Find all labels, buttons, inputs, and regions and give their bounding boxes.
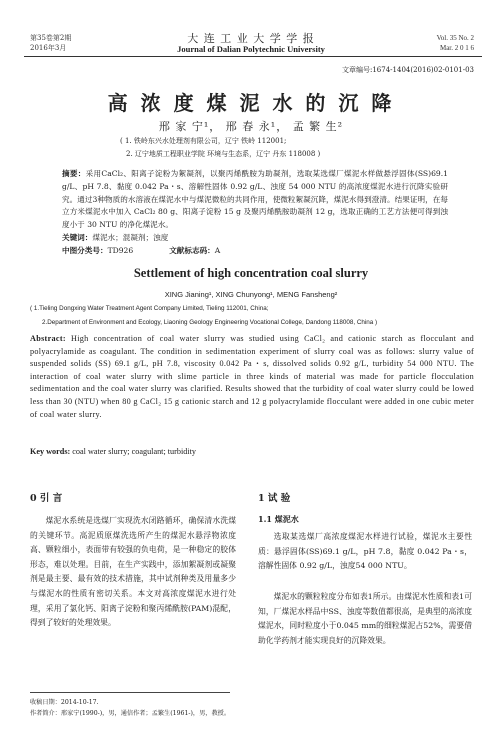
abstract-cn bbox=[62, 168, 448, 232]
title-cn: 高 浓 度 煤 泥 水 的 沉 降 bbox=[107, 91, 395, 115]
section-0-heading: 0 引 言 bbox=[30, 493, 63, 504]
authors-en: XING Jianing¹, XING Chunyong¹, MENG Fansheng² bbox=[164, 290, 338, 299]
abstract-cn-text: 采用CaCl₂、阳离子淀粉为絮凝剂，以聚丙烯酰胺为助凝剂，选取某选煤厂煤泥水样做悬浮固体(SS)69.1 g/L、pH 7.8、黏度 0.042 Pa・s、溶解性固体 0.92 g/L、浊度 54 000 NTU 的高浓度煤泥水进行沉降实验研究。通过3种物质的水溶液在煤泥水中与煤泥微粒的共同作用，使微粒絮凝沉降，煤泥水得到澄清。结果证明，在每立方米煤泥水中加入 CaCl₂ 80 g、阳离子淀粉 15 g 及聚丙烯酰胺助凝剂 12 g，选取正确的工艺方法便可得到浊度小于 30 NTU 的净化煤泥水。 bbox=[62, 169, 449, 230]
journal-title-en: Journal of Dalian Polytechnic University bbox=[177, 44, 325, 54]
abstract-en bbox=[30, 333, 474, 421]
volume-en: Vol. 35 No. 2 bbox=[436, 34, 474, 42]
affiliation-cn-1: ( 1. 铁岭东兴水处理剂有限公司，辽宁 铁岭 112001; bbox=[120, 137, 287, 145]
clc-label: 中图分类号： bbox=[62, 246, 108, 255]
doc-code-label: 文献标志码： bbox=[169, 246, 215, 255]
doc-code-value: A bbox=[214, 246, 221, 255]
keywords-en-text: coal water slurry; coagulant; turbidity bbox=[72, 447, 196, 456]
section-1-1-heading: 1.1 煤泥水 bbox=[258, 514, 299, 524]
header-rule bbox=[24, 56, 482, 57]
keywords-en-label: Key words: bbox=[30, 447, 71, 456]
abstract-en-label: Abstract: bbox=[30, 334, 66, 343]
title-en: Settlement of high concentration coal slurry bbox=[133, 266, 369, 280]
keywords-cn-label: 关键词： bbox=[62, 233, 93, 242]
journal-title-cn: 大 连 工 业 大 学 学 报 bbox=[187, 32, 315, 45]
date-en: Mar. 2 0 1 6 bbox=[439, 44, 474, 52]
section-1-1-paragraph-1: 选取某选煤厂高浓度煤泥水样进行试验，煤泥水主要性质：悬浮固体(SS)69.1 g/L，pH 7.8，黏度 0.042 Pa・s，溶解性固体 0.92 g/L，浊度54 000 NTU。 bbox=[258, 532, 472, 571]
footnote-author-bio: 作者简介：邢家宁(1990-)，男，通信作者；孟繁生(1961-)，男，教授。 bbox=[30, 710, 231, 717]
section-0-paragraph: 煤泥水系统是选煤厂实现洗水闭路循环，确保清水洗煤的关键环节。高泥质原煤洗选所产生的煤泥水悬浮物浓度高、颗粒细小，表面带有较强的负电荷，是一种稳定的胶体形态，难以处理。目前，在生产实践中，添加絮凝剂或凝聚剂是最主要、最有效的技术措施，其中试剂种类及用量多少与煤泥水的性质有密切关系。本文对高浓度煤泥水进行处理，采用了氯化钙、阳离子淀粉和聚丙烯酰胺(PAM)混配，得到了较好的处理效果。 bbox=[30, 516, 236, 628]
section-1-heading: 1 试 验 bbox=[258, 493, 291, 504]
affiliation-en-1: ( 1.Tieling Dongxing Water Treatment Agent Company Limited, Tieling 112001, China; bbox=[30, 305, 269, 312]
affiliation-en-2: 2.Department of Environment and Ecology, Liaoning Geology Engineering Vocational College, Dandong 118008, China ) bbox=[42, 319, 378, 326]
volume-issue: 第35卷第2期 bbox=[30, 34, 72, 42]
footnote-rule bbox=[30, 692, 230, 693]
affiliation-cn-2: 2. 辽宁地质工程职业学院 环境与生态系，辽宁 丹东 118008 ) bbox=[126, 150, 321, 158]
clc-value: TD926 bbox=[107, 246, 134, 255]
keywords-cn bbox=[62, 232, 448, 245]
issue-date: 2016年3月 bbox=[30, 44, 67, 52]
section-1-1-paragraph-2: 煤泥水的颗粒粒度分布如表1所示。由煤泥水性质和表1可知，厂煤泥水样品中SS、浊度等数值都很高，是典型的高浓度煤泥水，同时粒度小于0.045 mm的细粒煤泥占52%，需要借助化学药剂才能实现良好的沉降效果。 bbox=[258, 592, 472, 645]
keywords-en bbox=[30, 446, 474, 459]
footnote-received: 收稿日期：2014-10-17. bbox=[30, 699, 99, 706]
clc-line bbox=[62, 245, 448, 258]
abstract-cn-label: 摘要： bbox=[62, 169, 86, 178]
keywords-cn-text: 煤泥水；混凝剂；浊度 bbox=[92, 233, 169, 242]
authors-cn: 邢 家 宁¹， 邢 春 永¹， 孟 繁 生² bbox=[158, 120, 344, 133]
abstract-en-text: High concentration of coal water slurry was studied using CaCl₂ and cationic starch as flocculant and polyacrylamide as coagulant. The condition in sedimentation experiment of slurry coal was as follows: slurry value of suspended solids (SS) 69.1 g/L, pH 7.8, viscosity 0.042 Pa・s, dissolved solids 0.92 g/L, turbidity 54 000 NTU. The interaction of coal water slurry with slime particle in three kinds of material was made for particle flocculation sedimentation and the coal water slurry was clarified. Results showed that the turbidity of coal water slurry could be lowed less than 30 (NTU) when 80 g CaCl₂ 15 g cationic starch and 12 g polyacrylamide flocculant were added in one cubic meter of coal water slurry. bbox=[30, 334, 474, 419]
article-id: 文章编号:1674-1404(2016)02-0101-03 bbox=[342, 66, 474, 74]
